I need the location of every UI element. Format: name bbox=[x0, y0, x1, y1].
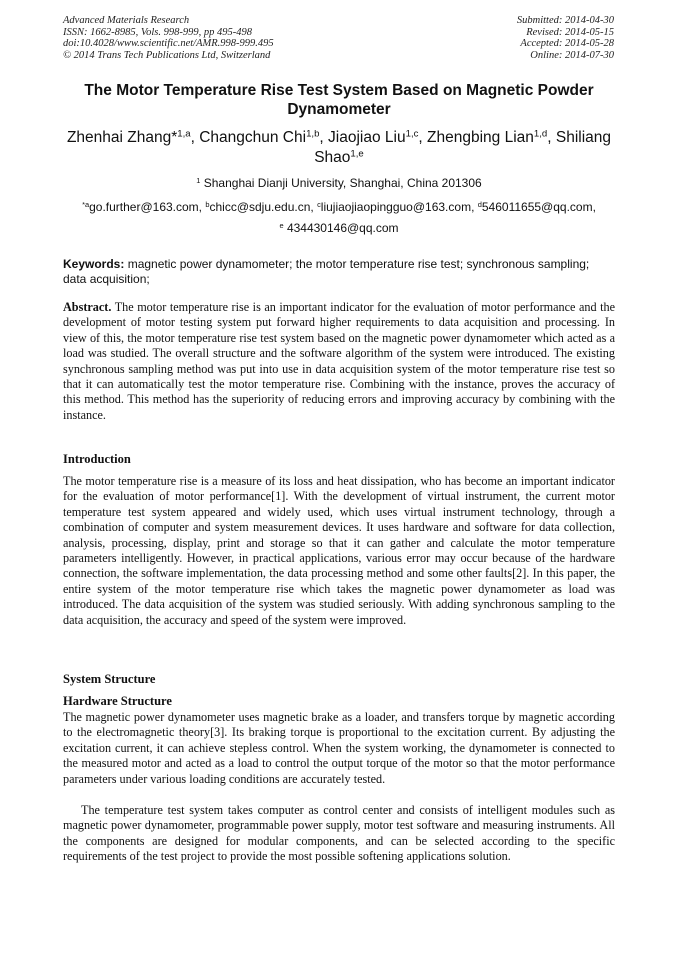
subsection-heading-hardware-structure: Hardware Structure bbox=[63, 694, 172, 708]
publication-dates bbox=[517, 15, 614, 61]
abstract-text: The motor temperature rise is an important indicator for the evaluation of motor performance and the development of motor testing system put forward higher requirements to data acquisition and processing. In view of this, the motor temperature rise test system based on the magnetic power dynamometer which acted as a load was studied. The overall structure and the software algorithm of the system were introduced. The existing synchronous sampling method was put into use in data acquisition system of the motor temperature rise test so that it can automatically test the motor temperature rise. Combining with the instance, proves the accuracy of this method. This method has the superiority of reducing errors and improving accuracy by combining with the instance. bbox=[63, 300, 616, 422]
journal-info bbox=[63, 15, 274, 61]
author-list bbox=[60, 128, 618, 168]
email-item[interactable]: $^d$546011655@qq.com, bbox=[477, 199, 596, 214]
affiliation bbox=[60, 176, 618, 191]
date-submitted: Submitted: 2014-04-30 bbox=[516, 15, 614, 26]
email-item[interactable]: $^e$ 434430146@qq.com bbox=[279, 220, 399, 235]
author: Changchun Chi$^{1,b}$, bbox=[199, 128, 329, 146]
section-heading-system-structure: System Structure bbox=[63, 672, 156, 686]
email-item[interactable]: $^c$liujiaojiaopingguo@163.com, bbox=[317, 199, 478, 214]
date-revised: Revised: 2014-05-15 bbox=[526, 26, 614, 38]
author: Jiaojiao Liu$^{1,c}$, bbox=[328, 128, 428, 146]
keywords-label: Keywords: bbox=[63, 257, 125, 271]
author: Shiliang Shao$^{1,e}$ bbox=[314, 129, 612, 166]
journal-name: Advanced Materials Research bbox=[63, 15, 190, 26]
affiliation-text: Shanghai Dianji University, Shanghai, China 201306 bbox=[203, 176, 482, 190]
email-item[interactable]: $^{*a}$go.further@163.com, bbox=[82, 199, 206, 214]
section-heading-introduction: Introduction bbox=[63, 452, 131, 466]
journal-doi: doi:10.4028/www.scientific.net/AMR.998-999.495 bbox=[63, 38, 274, 49]
journal-copyright: © 2014 Trans Tech Publications Ltd, Switzerland bbox=[63, 49, 271, 61]
date-online: Online: 2014-07-30 bbox=[530, 49, 614, 61]
keywords-text: magnetic power dynamometer; the motor temperature rise test; synchronous sampling; data acquisition; bbox=[63, 257, 590, 286]
keywords bbox=[63, 257, 615, 286]
author: Zhengbing Lian$^{1,d}$, bbox=[427, 128, 556, 146]
abstract-label: Abstract. bbox=[63, 300, 112, 314]
abstract bbox=[63, 300, 615, 423]
introduction-paragraph: The motor temperature rise is a measure of its loss and heat dissipation, who has become an important indicator for the evaluation of motor performance[1]. With the development of virtual instrument, the current motor temperature test system appeared and widely used, which uses virtual instrument technology, through a combination of computer and system measurement devices. It uses hardware and software for data collection, analysis, processing, display, print and storage so that it can gather and calculate the motor temperature parameters intelligently. However, in practical applications, various error may occur because of the hardware connection, the software implementation, the data processing method and some other faults[2]. In this paper, the entire system of the motor temperature rise which takes the magnetic power dynamometer as load was introduced. The data acquisition of the system was studied seriously. With adding synchronous sampling to the data acquisition, the accuracy and speed of the system were improved. bbox=[63, 474, 615, 627]
affiliation-marker: 1 bbox=[196, 175, 201, 185]
author: Zhenhai Zhang*$^{1,a}$, bbox=[66, 128, 200, 146]
hardware-paragraph-2: The temperature test system takes computer as control center and consists of intelligent modules such as magnetic power dynamometer, programmable power supply, motor test software and measuring instruments. All the components are designed for modular components, and can be selected according to the specific requirements of the test project to provide the most possible softening applications solution. bbox=[63, 803, 615, 864]
hardware-paragraph-1: The magnetic power dynamometer uses magnetic brake as a loader, and transfers torque by magnetic according to the electromagnetic theory[3]. Its braking torque is proportional to the excitation current. By adjusting the excitation current, it can achieve stepless control. When the system working, the dynamometer is connected to the measured motor and acted as a load to control the output torque of the motor so that the motor performance parameters under various loading conditions are accurately tested. bbox=[63, 710, 615, 786]
date-accepted: Accepted: 2014-05-28 bbox=[520, 38, 614, 49]
journal-issn: ISSN: 1662-8985, Vols. 998-999, pp 495-498 bbox=[63, 26, 252, 38]
email-item[interactable]: $^b$chicc@sdju.edu.cn, bbox=[205, 199, 318, 214]
paper-title: The Motor Temperature Rise Test System Based on Magnetic Powder Dynamometer bbox=[84, 82, 594, 118]
author-emails bbox=[60, 197, 618, 239]
